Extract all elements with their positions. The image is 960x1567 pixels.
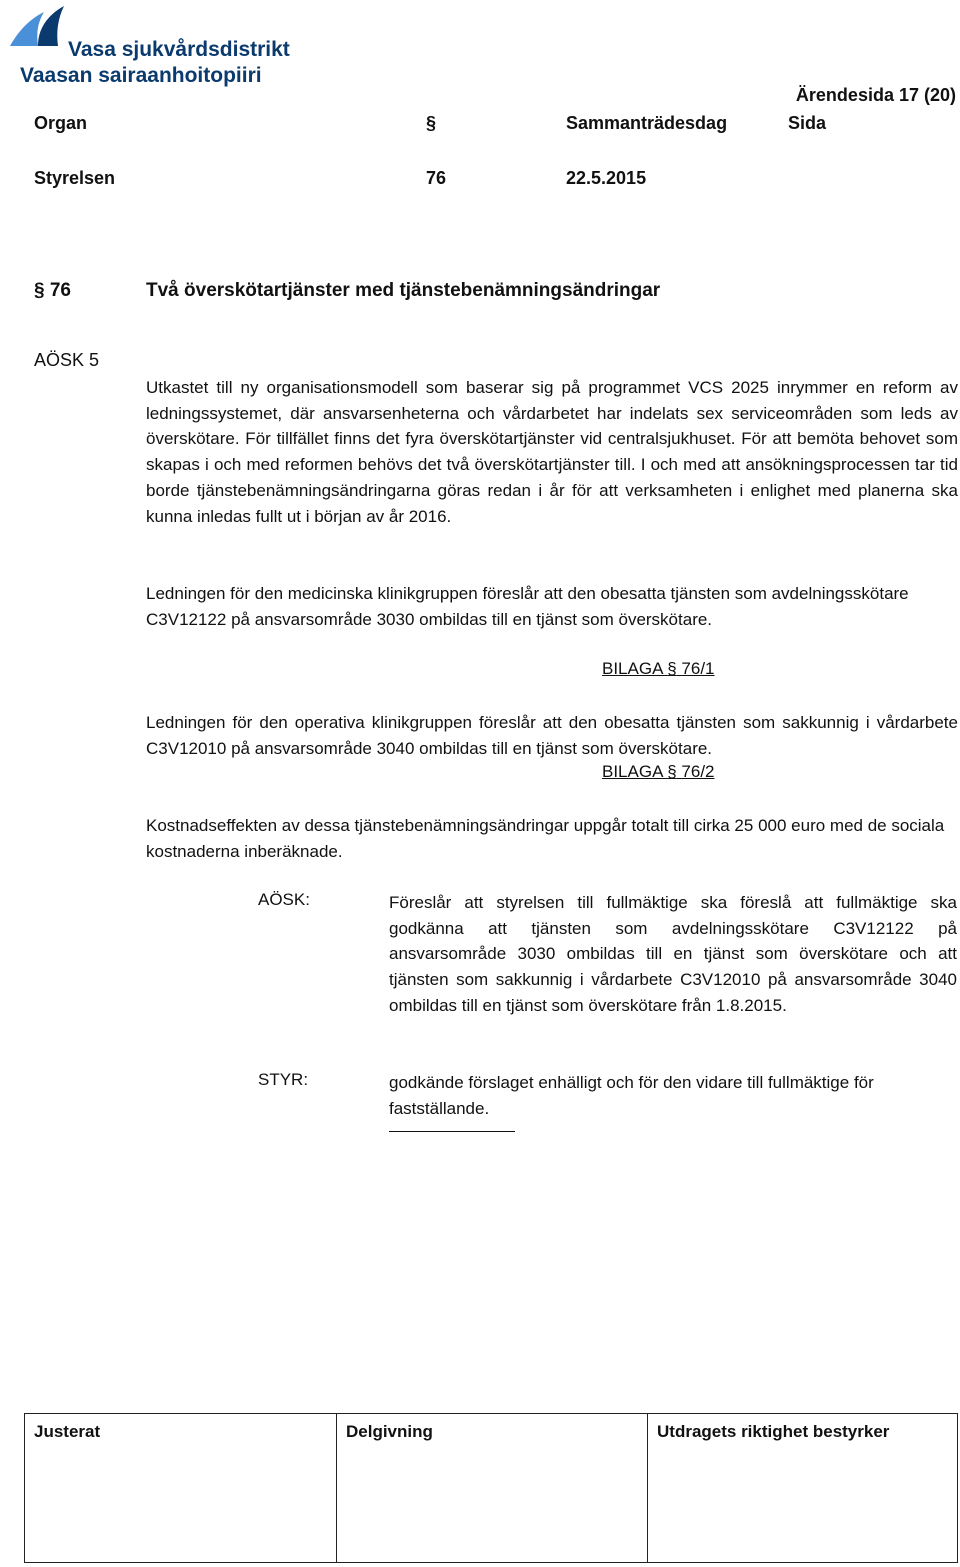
item-reference: AÖSK 5 — [34, 350, 100, 370]
organ-label: Organ — [34, 113, 88, 133]
attachment-ref: 76/2 — [681, 762, 715, 781]
paragraph-medical-clinic-group — [146, 581, 958, 632]
proposal-label: AÖSK: — [258, 890, 310, 909]
meeting-date-value: 22.5.2015 — [566, 168, 647, 188]
section-sign-label: § — [426, 113, 437, 133]
logo-wave-icon — [8, 2, 66, 52]
attachment-section-sign: § — [667, 762, 677, 781]
attachment-label: BILAGA — [602, 762, 663, 781]
signature-table — [24, 1413, 958, 1563]
footer-adjusted-cell — [25, 1414, 336, 1562]
paragraph-background: Utkastet till ny organisationsmodell som baserar sig på programmet VCS 2025 inrymmer en reform av ledningssystemet, där ansvarsenheterna och vårdarbetet har indelats sex serviceområden som leds av överskötare. För tillfället finns det fyra överskötartjänster vid centralsjukhuset. För att bemöta behovet som skapas i och med reformen behövs det två överskötartjänster till. I och med att ansökningsprocessen tar tid borde tjänstebenämningsändringarna göras redan i år för att verksamheten i enlighet med planerna ska kunna inledas fullt ut i början av år 2016. — [146, 378, 958, 526]
attachment-link-76-1[interactable] — [602, 659, 715, 679]
decision-label: STYR: — [258, 1070, 309, 1089]
item-section-sign: § — [34, 280, 45, 301]
footer-adjusted-label: Justerat — [34, 1422, 101, 1441]
attachment-label: BILAGA — [602, 659, 663, 678]
page-label: Sida — [788, 113, 827, 133]
footer-notification-label: Delgivning — [346, 1422, 433, 1441]
item-number-value: 76 — [49, 280, 71, 301]
item-heading — [34, 280, 660, 302]
section-value: 76 — [426, 168, 447, 188]
paragraph-operative-clinic-group: Ledningen för den operativa klinikgruppen föreslår att den obesatta tjänsten som sakkunnig i vårdarbete C3V12010 på ansvarsområde 3040 ombildas till en tjänst som överskötare. — [146, 713, 958, 758]
footer-certified-label: Utdragets riktighet bestyrker — [657, 1422, 890, 1441]
closing-line — [389, 1131, 515, 1132]
footer-notification-cell — [336, 1414, 647, 1562]
item-number — [34, 280, 146, 302]
paragraph-medical-line1: Ledningen för den medicinska klinikgruppen föreslår att den obesatta tjänsten som avdelningsskötare — [146, 584, 909, 603]
page-info: Ärendesida 17 (20) — [795, 85, 956, 105]
item-title: Två överskötartjänster med tjänstebenämningsändringar — [146, 280, 661, 301]
meeting-date-label: Sammanträdesdag — [566, 113, 728, 133]
organization-logo — [6, 0, 306, 96]
organ-value: Styrelsen — [34, 168, 116, 188]
attachment-section-sign: § — [667, 659, 677, 678]
footer-certified-cell — [647, 1414, 957, 1562]
proposal-text: Föreslår att styrelsen till fullmäktige ska föreslå att fullmäktige ska godkänna att tjänsten som avdelningsskötare C3V12122 på ansvarsområde 3030 ombildas till en tjänst som överskötare och att tjänsten som sakkunnig i vårdarbete C3V12010 på ansvarsområde 3040 ombildas till en tjänst som överskötare från 1.8.2015. — [389, 893, 957, 1015]
logo-text-finnish: Vaasan sairaanhoitopiiri — [20, 64, 262, 87]
attachment-link-76-2[interactable] — [602, 762, 715, 782]
paragraph-medical-line2: C3V12122 på ansvarsområde 3030 ombildas till en tjänst som överskötare. — [146, 609, 713, 629]
logo-text-swedish: Vasa sjukvårdsdistrikt — [68, 38, 290, 61]
decision-text: godkände förslaget enhälligt och för den vidare till fullmäktige för fastställande. — [389, 1073, 874, 1118]
attachment-ref: 76/1 — [681, 659, 715, 678]
paragraph-cost-effect: Kostnadseffekten av dessa tjänstebenämningsändringar uppgår totalt till cirka 25 000 euro med de sociala kostnaderna inberäknade. — [146, 816, 945, 861]
